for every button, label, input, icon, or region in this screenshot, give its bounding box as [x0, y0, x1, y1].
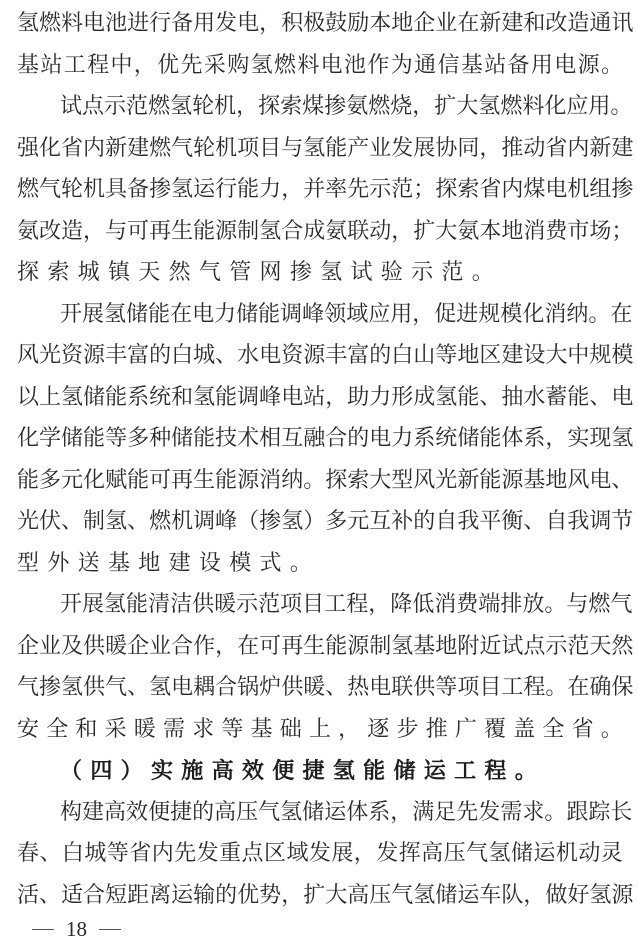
text-line: 氢 燃 料 电 池 进 行 备 用 发 电 ， 积 极 鼓 励 本 地 企 业 在 新 建 和 改 造 通 讯	[17, 11, 634, 36]
text-line: 开 展 氢 能 清 洁 供 暖 示 范 项 目 工 程 ， 降 低 消 费 端 排 放 。 与 燃 气	[60, 592, 633, 617]
page-number-dash-right	[99, 929, 121, 930]
page-number-dash-left	[32, 929, 54, 930]
text-line: 企 业 及 供 暖 企 业 合 作 ， 在 可 再 生 能 源 制 氢 基 地 附 近 试 点 示 范 天 然	[17, 633, 634, 659]
text-line: 气 掺 氢 供 气 、 氢 电 耦 合 锅 炉 供 暖 、 热 电 联 供 等 项 目 工 程 。 在 确 保	[17, 675, 634, 700]
text-line: 构 建 高 效 便 捷 的 高 压 气 氢 储 运 体 系 ， 满 足 先 发 需 求 。 跟 踪 长	[60, 799, 633, 825]
page-number-footer	[32, 914, 121, 944]
text-line: 开 展 氢 储 能 在 电 力 储 能 调 峰 领 域 应 用 ， 促 进 规 模 化 消 纳 。 在	[60, 301, 633, 327]
text-line: 安 全 和 采 暖 需 求 等 基 础 上 ， 逐 步 推 广 覆 盖 全 省 。	[17, 716, 623, 742]
text-line: 氨 改 造 ， 与 可 再 生 能 源 制 氢 合 成 氨 联 动 ， 扩 大 氨 本 地 消 费 市 场 ；	[17, 218, 634, 244]
text-line: （ 四 ） 实 施 高 效 便 捷 氢 能 储 运 工 程 。	[60, 758, 537, 784]
text-line: 型 外 送 基 地 建 设 模 式 。	[17, 550, 312, 576]
text-line: 强 化 省 内 新 建 燃 气 轮 机 项 目 与 氢 能 产 业 发 展 协 同 ， 推 动 省 内 新 建	[17, 135, 634, 161]
text-line: 基 站 工 程 中 ， 优 先 采 购 氢 燃 料 电 池 作 为 通 信 基 站 备 用 电 源 。	[17, 52, 623, 78]
text-line: 活 、 适 合 短 距 离 运 输 的 优 势 ， 扩 大 高 压 气 氢 储 运 车 队 ， 做 好 氢 源	[17, 882, 634, 908]
text-line: 以 上 氢 储 能 系 统 和 氢 能 调 峰 电 站 ， 助 力 形 成 氢 能 、 抽 水 蓄 能 、 电	[17, 384, 634, 410]
text-line: 风 光 资 源 丰 富 的 白 城 、 水 电 资 源 丰 富 的 白 山 等 地 区 建 设 大 中 规 模	[17, 343, 634, 368]
text-line: 燃 气 轮 机 具 备 掺 氢 运 行 能 力 ， 并 率 先 示 范 ； 探 索 省 内 煤 电 机 组 掺	[17, 177, 634, 202]
text-line: 春 、 白 城 等 省 内 先 发 重 点 区 域 发 展 ， 发 挥 高 压 气 氢 储 运 机 动 灵	[17, 841, 623, 866]
page-number: 18	[66, 917, 87, 941]
text-line: 光 伏 、 制 氢 、 燃 机 调 峰 （ 掺 氢 ） 多 元 互 补 的 自 我 平 衡 、 自 我 调 节	[17, 509, 634, 534]
text-line: 探 索 城 镇 天 然 气 管 网 掺 氢 试 验 示 范 。	[17, 260, 494, 285]
text-line: 化 学 储 能 等 多 种 储 能 技 术 相 互 融 合 的 电 力 系 统 储 能 体 系 ， 实 现 氢	[17, 426, 634, 451]
text-line: 能 多 元 化 赋 能 可 再 生 能 源 消 纳 。 探 索 大 型 风 光 新 能 源 基 地 风 电 、	[17, 467, 634, 493]
text-line: 试 点 示 范 燃 氢 轮 机 ， 探 索 煤 掺 氨 燃 烧 ， 扩 大 氢 燃 料 化 应 用 。	[60, 94, 633, 119]
